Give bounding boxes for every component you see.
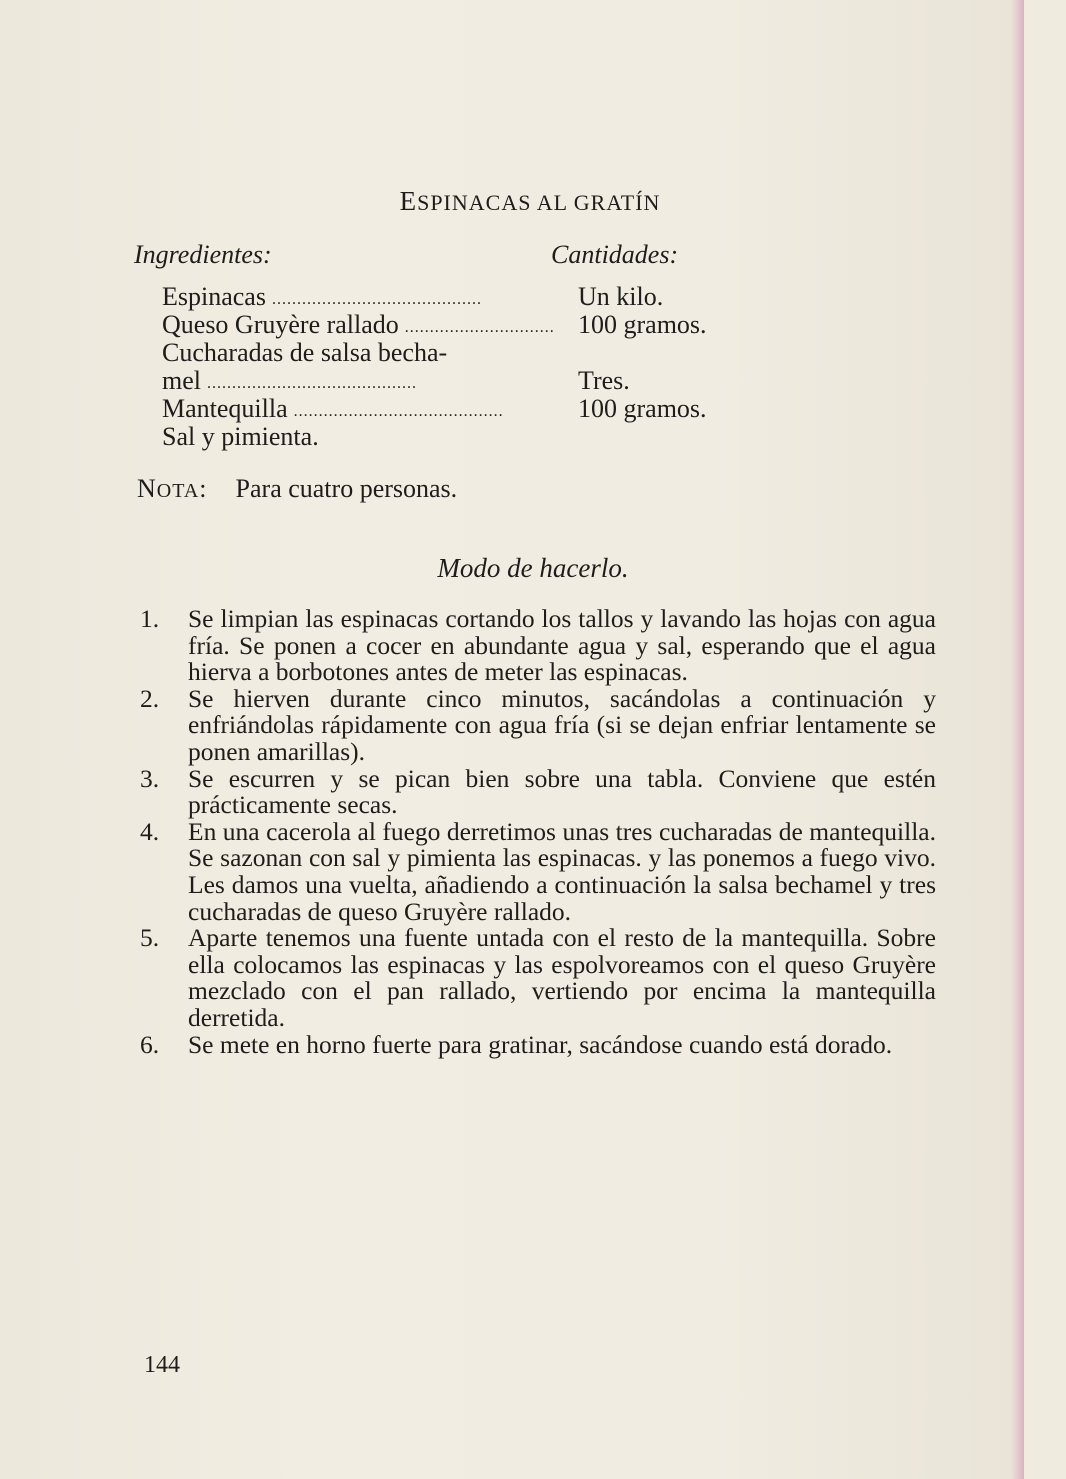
quantity-value: Tres. bbox=[578, 366, 630, 395]
step-item bbox=[136, 683, 936, 766]
step-item bbox=[136, 763, 936, 820]
ingredients-header: Ingredientes: bbox=[134, 240, 272, 269]
note-label: NOTA: bbox=[137, 474, 208, 503]
steps-list bbox=[136, 606, 936, 1058]
step-number: 2. bbox=[140, 683, 160, 713]
ingredient-row: Cucharadas de salsa becha- bbox=[162, 338, 448, 367]
page-number: 144 bbox=[144, 1352, 180, 1378]
quantities-header: Cantidades: bbox=[551, 240, 679, 269]
ingredient-row: Mantequilla .......................................... bbox=[162, 394, 504, 423]
quantity-value: Un kilo. bbox=[578, 282, 664, 311]
step-item bbox=[136, 606, 936, 686]
ingredient-row: Queso Gruyère rallado .............................. bbox=[162, 310, 555, 339]
quantities-list bbox=[578, 283, 778, 451]
step-number: 1. bbox=[140, 604, 160, 633]
recipe-title: ESPINACAS AL GRATÍN bbox=[399, 186, 661, 216]
step-number: 6. bbox=[140, 1029, 160, 1059]
quantity-value: 100 gramos. bbox=[578, 310, 707, 339]
step-text: En una cacerola al fuego derretimos unas tres cucharadas de mantequilla. Se sazonan con sal y pimienta las espinacas. y las ponemos a fuego vivo. Les damos una vuelta, añadiendo a continuación la salsa bechamel y tres cucharadas de queso Gruyère rallado. bbox=[188, 816, 936, 926]
step-number: 3. bbox=[140, 763, 160, 793]
page-edge bbox=[1010, 0, 1024, 1479]
ingredient-row: Espinacas .......................................... bbox=[162, 282, 482, 311]
step-text: Se hierven durante cinco minutos, sacándolas a continuación y enfriándolas rápidamente con agua fría (si se dejan enfriar lentamente se ponen amarillas). bbox=[188, 683, 936, 766]
note bbox=[137, 474, 457, 504]
ingredients-list bbox=[162, 282, 555, 451]
step-item bbox=[136, 816, 936, 926]
step-text: Se mete en horno fuerte para gratinar, sacándose cuando está dorado. bbox=[188, 1029, 893, 1059]
step-text: Se escurren y se pican bien sobre una tabla. Conviene que estén prácticamente secas. bbox=[188, 763, 936, 820]
step-number: 4. bbox=[140, 816, 160, 846]
quantity-value: 100 gramos. bbox=[578, 394, 707, 423]
step-item bbox=[136, 925, 936, 1031]
step-text: Se limpian las espinacas cortando los tallos y lavando las hojas con agua fría. Se ponen a cocer en abundante agua y sal, esperando que el agua hierva a borbotones antes de meter las espinacas. bbox=[188, 604, 936, 687]
ingredient-row: mel .......................................... bbox=[162, 366, 417, 395]
method-header: Modo de hacerlo. bbox=[437, 553, 629, 583]
step-item bbox=[136, 1029, 936, 1059]
quantity-value bbox=[578, 339, 778, 367]
quantity-value bbox=[578, 423, 778, 451]
step-text: Aparte tenemos una fuente untada con el resto de la mantequilla. Sobre ella colocamos las espinacas y las espolvoreamos con el queso Gruyère mezclado con el pan rallado, vertiendo por encima la mantequilla derretida. bbox=[188, 923, 936, 1032]
step-number: 5. bbox=[140, 923, 160, 953]
ingredient-row: Sal y pimienta. bbox=[162, 422, 319, 451]
note-text: Para cuatro personas. bbox=[235, 474, 458, 503]
